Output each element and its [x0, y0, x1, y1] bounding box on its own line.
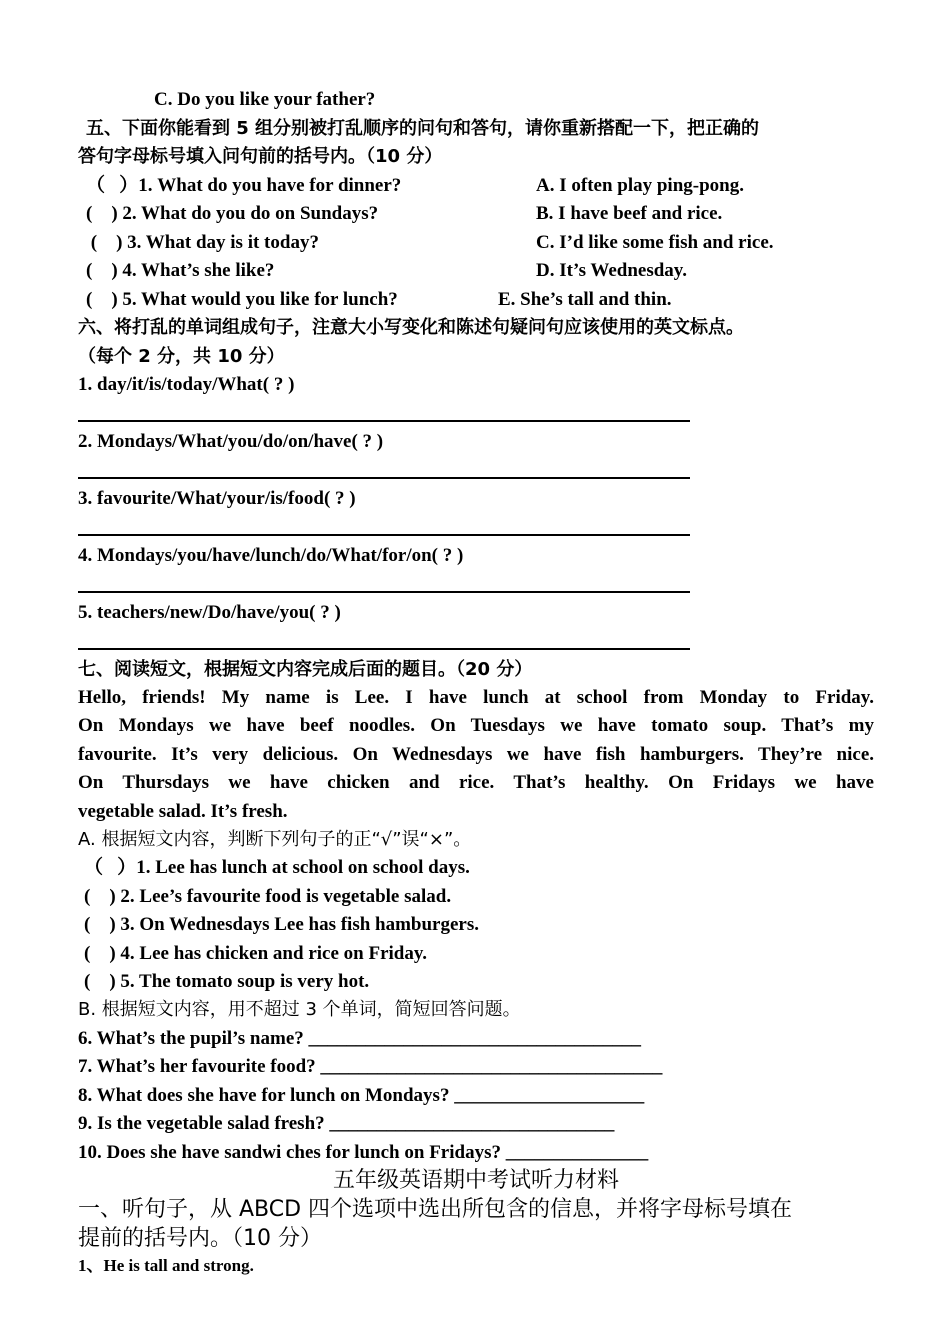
listening-section-1-line1: 一、听句子，从 ABCD 四个选项中选出所包含的信息，并将字母标号填在	[78, 1197, 793, 1222]
s5-question-5: ( ) 5. What would you like for lunch?	[86, 289, 398, 310]
section-6-title-line2: （每个 2 分，共 10 分）	[78, 346, 285, 367]
part-b-question-8: 8. What does she have for lunch on Mondays? ____________________	[78, 1085, 645, 1106]
answer-line-3	[78, 534, 690, 536]
s5-question-4: ( ) 4. What’s she like?	[86, 260, 275, 281]
s5-answer-a: A. I often play ping-pong.	[536, 175, 744, 196]
passage-line-2: On Mondays we have beef noodles. On Tuesdays we have tomato soup. That’s my	[78, 715, 874, 736]
listening-item-1: 1、He is tall and strong.	[78, 1256, 254, 1275]
answer-line-5	[78, 648, 690, 650]
part-a-item-5: ( ) 5. The tomato soup is very hot.	[84, 971, 370, 992]
part-a-title: A. 根据短文内容，判断下列句子的正“√”误“×”。	[78, 829, 472, 850]
listening-section-1-line2: 提前的括号内。（10 分）	[78, 1226, 322, 1251]
section-7-title: 七、阅读短文，根据短文内容完成后面的题目。（20 分）	[78, 659, 533, 680]
top-option-c: C. Do you like your father?	[154, 89, 376, 110]
part-a-item-1: （ ）1. Lee has lunch at school on school days.	[84, 857, 470, 878]
part-a-item-4: ( ) 4. Lee has chicken and rice on Friday.	[84, 943, 428, 964]
s5-question-3: ( ) 3. What day is it today?	[86, 232, 319, 253]
s5-question-1: （ ）1. What do you have for dinner?	[86, 175, 402, 196]
s6-item-3: 3. favourite/What/your/is/food( ? )	[78, 488, 356, 509]
passage-line-4: On Thursdays we have chicken and rice. That’s healthy. On Fridays we have	[78, 772, 874, 793]
part-a-item-3: ( ) 3. On Wednesdays Lee has fish hamburgers.	[84, 914, 480, 935]
passage-line-3: favourite. It’s very delicious. On Wednesdays we have fish hamburgers. They’re nice.	[78, 744, 874, 765]
s5-question-2: ( ) 2. What do you do on Sundays?	[86, 203, 379, 224]
part-a-item-2: ( ) 2. Lee’s favourite food is vegetable salad.	[84, 886, 452, 907]
answer-line-4	[78, 591, 690, 593]
answer-line-2	[78, 477, 690, 479]
section-5-title-line1: 五、下面你能看到 5 组分别被打乱顺序的问句和答句，请你重新搭配一下，把正确的	[86, 118, 760, 139]
part-b-question-6: 6. What’s the pupil’s name? ___________________________________	[78, 1028, 641, 1049]
passage-line-1: Hello, friends! My name is Lee. I have lunch at school from Monday to Friday.	[78, 687, 874, 708]
s5-answer-b: B. I have beef and rice.	[536, 203, 723, 224]
section-6-title-line1: 六、将打乱的单词组成句子，注意大小写变化和陈述句疑问句应该使用的英文标点。	[78, 317, 744, 338]
s5-answer-e: E. She’s tall and thin.	[498, 289, 672, 310]
passage-line-5: vegetable salad. It’s fresh.	[78, 801, 288, 822]
s6-item-4: 4. Mondays/you/have/lunch/do/What/for/on( ? )	[78, 545, 464, 566]
part-b-question-10: 10. Does she have sandwi ches for lunch on Fridays? _______________	[78, 1142, 649, 1163]
answer-line-1	[78, 420, 690, 422]
section-5-title-line2: 答句字母标号填入问句前的括号内。（10 分）	[78, 146, 443, 167]
listening-title: 五年级英语期中考试听力材料	[332, 1168, 619, 1193]
part-b-question-9: 9. Is the vegetable salad fresh? ______________________________	[78, 1113, 615, 1134]
s6-item-1: 1. day/it/is/today/What( ? )	[78, 374, 295, 395]
s5-answer-c: C. I’d like some fish and rice.	[536, 232, 774, 253]
s6-item-2: 2. Mondays/What/you/do/on/have( ? )	[78, 431, 384, 452]
part-b-question-7: 7. What’s her favourite food? ____________________________________	[78, 1056, 663, 1077]
s6-item-5: 5. teachers/new/Do/have/you( ? )	[78, 602, 341, 623]
s5-answer-d: D. It’s Wednesday.	[536, 260, 687, 281]
part-b-title: B. 根据短文内容，用不超过 3 个单词，简短回答问题。	[78, 999, 521, 1020]
